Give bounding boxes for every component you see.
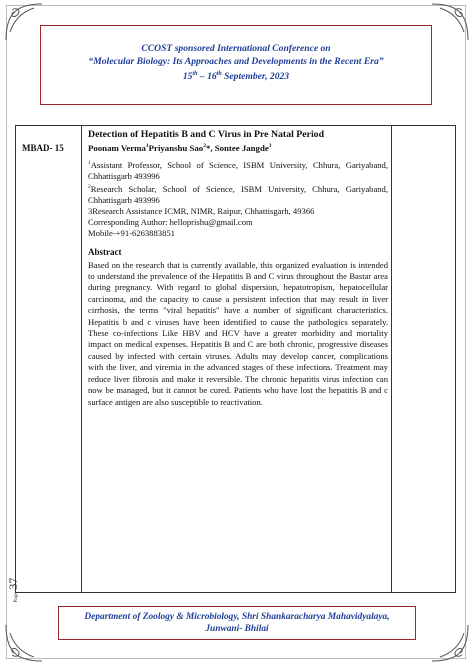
affiliation-1: $^1$Assistant Professor, School of Science, ISBM University, Chhura, Gariyaband, Chhattisgarh 493996 [88,159,388,181]
corresponding-author: Corresponding Author: helloprishu@gmail.com [88,216,253,227]
abstract-table [15,125,456,593]
affiliation-3: 3Research Assistance ICMR, NIMR, Raipur, Chhattisgarh, 49366 [88,205,315,216]
department-footer [58,606,416,640]
abstract-content [88,129,388,408]
corner-ornament-bottom-left [4,623,44,663]
header-line-2: “Molecular Biology: Its Approaches and Developments in the Recent Era” [88,55,384,67]
footer-line-1: Department of Zoology & Microbiology, Shri Shankaracharya Mahavidyalaya, [84,612,390,622]
header-line-1: CCOST sponsored International Conference on [141,43,331,54]
mobile-number: Mobile-+91-6263883851 [88,227,175,238]
corner-ornament-top-left [4,2,44,42]
conference-header [40,25,432,105]
abstract-code: MBAD- 15 [22,143,64,153]
column-divider [391,126,392,592]
column-divider [81,126,82,592]
footer-line-2: Junwani- Bhilai [205,624,269,634]
header-dates: 15th – 16th September, 2023 [182,71,290,83]
abstract-heading: Abstract [88,246,122,257]
abstract-body: Based on the research that is currently available, this organized evaluation is intended to understand the prevalence of the Hepatitis B and C virus throughout the Bastar area during pregnancy. With regard to global dispersion, hepatotropism, hepatocellular carcinoma, and the capacity to cause a persistent infection that may result in liver cirrhosis, the terms "viral hepatitis" have a number of significant characteristics. Hepatitis b and c viruses have been identified to cause the pathologics separately. These co-infections Like HBV and HCV have a greater morbidity and mortality impact on medical expenses. Hepatitis B and C are both chronic, progressive diseases caused by infected with certain viruses. Adults may develop cancer, complications with the liver, and viremia in the advanced stages of these infections. Treatment may reduce liver fibrosis and make it reversible. The chronic hepatitis virus infection can now be managed, but it cannot be cured. Patients who have lost the hepatitis B and c surface antigen are also susceptible to reactivation. [88,259,388,407]
author-list: Poonam Verma$^1$Priyanshu Sao$^2$*, Sontee Jangde$^3$ [88,142,272,153]
corner-ornament-bottom-right [430,623,470,663]
corner-ornament-top-right [430,2,470,42]
affiliation-2: $^2$Research Scholar, School of Science, ISBM University, Chhura, Gariyaband, Chhattisgarh 493996 [88,183,388,205]
abstract-title: Detection of Hepatitis B and C Virus in Pre Natal Period [88,129,325,140]
page-number: Page 37 [6,577,20,603]
